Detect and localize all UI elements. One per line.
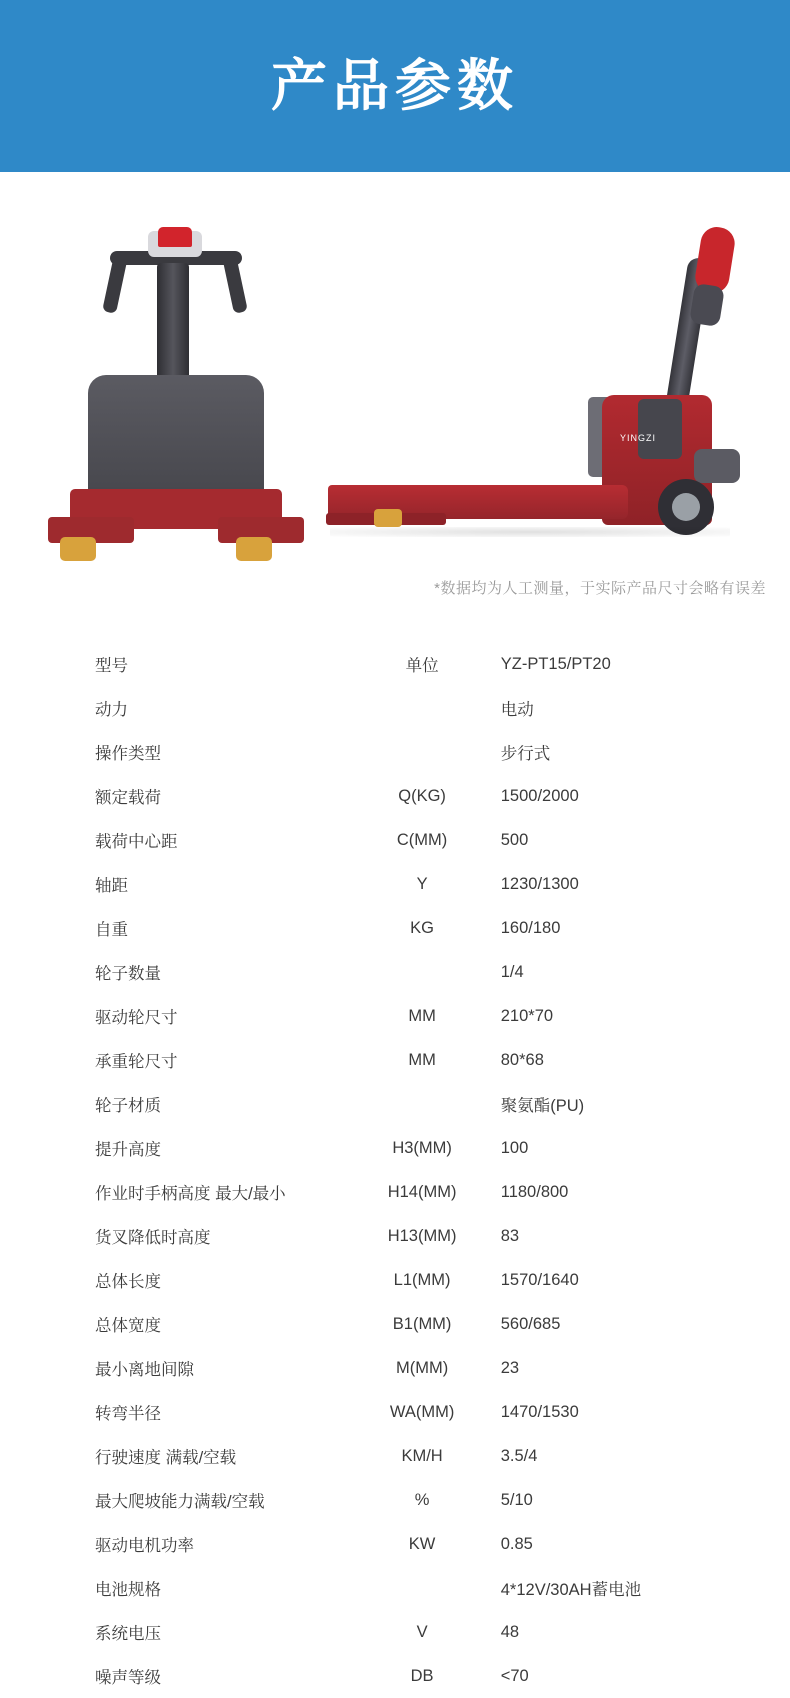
spec-value: <70 bbox=[500, 1666, 529, 1685]
spec-value: 83 bbox=[500, 1226, 520, 1245]
table-row bbox=[45, 730, 745, 774]
spec-unit bbox=[343, 1082, 500, 1126]
spec-name: 系统电压 bbox=[95, 1625, 161, 1643]
tiller-yoke-right bbox=[222, 254, 248, 314]
spec-value: 48 bbox=[500, 1622, 520, 1641]
load-wheel-left bbox=[60, 537, 96, 561]
spec-unit bbox=[343, 686, 500, 730]
spec-unit: L1(MM) bbox=[393, 1270, 451, 1289]
table-row bbox=[45, 862, 745, 906]
spec-name: 提升高度 bbox=[95, 1141, 161, 1159]
spec-name: 载荷中心距 bbox=[95, 833, 178, 851]
spec-value: 100 bbox=[500, 1138, 529, 1157]
measurement-disclaimer: *数据均为人工测量，于实际产品尺寸会略有误差 bbox=[434, 580, 766, 597]
table-row bbox=[45, 1346, 745, 1390]
table-row bbox=[45, 1258, 745, 1302]
spec-name: 额定载荷 bbox=[95, 789, 161, 807]
spec-name: 噪声等级 bbox=[95, 1669, 161, 1687]
table-row bbox=[45, 1390, 745, 1434]
product-side-view-image bbox=[320, 227, 760, 597]
spec-unit: 单位 bbox=[405, 657, 439, 675]
table-row bbox=[45, 1082, 745, 1126]
spec-name: 轮子材质 bbox=[95, 1097, 161, 1115]
spec-name: 总体长度 bbox=[95, 1273, 161, 1291]
spec-unit: % bbox=[414, 1490, 430, 1509]
table-row bbox=[45, 1302, 745, 1346]
chassis-side-panel bbox=[638, 399, 682, 459]
spec-unit: H3(MM) bbox=[392, 1138, 452, 1157]
spec-name: 转弯半径 bbox=[95, 1405, 161, 1423]
spec-value: 500 bbox=[500, 830, 529, 849]
spec-unit: KG bbox=[410, 918, 435, 937]
spec-value: 80*68 bbox=[500, 1050, 544, 1069]
table-row bbox=[45, 1566, 745, 1610]
spec-value: 1570/1640 bbox=[500, 1270, 579, 1289]
table-row bbox=[45, 642, 745, 686]
spec-unit: MM bbox=[408, 1050, 436, 1069]
spec-unit: V bbox=[416, 1622, 428, 1641]
brand-logo: YINGZI bbox=[620, 433, 657, 443]
table-row bbox=[45, 774, 745, 818]
table-row bbox=[45, 1434, 745, 1478]
spec-name: 型号 bbox=[95, 657, 128, 675]
spec-name: 总体宽度 bbox=[95, 1317, 161, 1335]
spec-name: 动力 bbox=[95, 701, 128, 719]
spec-name: 电池规格 bbox=[95, 1581, 161, 1599]
chassis-body bbox=[88, 375, 264, 497]
spec-name: 行驶速度 满载/空载 bbox=[95, 1449, 237, 1467]
spec-unit: Q(KG) bbox=[398, 786, 446, 805]
table-row bbox=[45, 950, 745, 994]
spec-value: 电动 bbox=[500, 701, 534, 719]
spec-unit bbox=[343, 950, 500, 994]
tiller-grip bbox=[689, 283, 725, 327]
spec-value: 4*12V/30AH蓄电池 bbox=[500, 1581, 642, 1599]
spec-value: 1/4 bbox=[500, 962, 524, 981]
spec-value: 1180/800 bbox=[500, 1182, 569, 1201]
spec-unit: B1(MM) bbox=[392, 1314, 452, 1333]
spec-value: 1500/2000 bbox=[500, 786, 579, 805]
specification-table-body bbox=[45, 642, 745, 1698]
spec-name: 自重 bbox=[95, 921, 128, 939]
spec-unit: DB bbox=[410, 1666, 434, 1685]
spec-value: 23 bbox=[500, 1358, 520, 1377]
table-row bbox=[45, 1038, 745, 1082]
product-front-view-image bbox=[40, 227, 310, 597]
spec-unit: Y bbox=[416, 874, 428, 893]
spec-value: 1230/1300 bbox=[500, 874, 579, 893]
spec-unit: WA(MM) bbox=[389, 1402, 455, 1421]
table-row bbox=[45, 1610, 745, 1654]
spec-unit: C(MM) bbox=[396, 830, 448, 849]
table-row bbox=[45, 1126, 745, 1170]
spec-unit: H14(MM) bbox=[387, 1182, 457, 1201]
table-row bbox=[45, 994, 745, 1038]
drive-wheel-hub bbox=[672, 493, 700, 521]
spec-name: 作业时手柄高度 最大/最小 bbox=[95, 1185, 286, 1203]
spec-value: 1470/1530 bbox=[500, 1402, 579, 1421]
spec-unit: M(MM) bbox=[395, 1358, 449, 1377]
table-row bbox=[45, 906, 745, 950]
spec-unit: H13(MM) bbox=[387, 1226, 457, 1245]
spec-name: 轮子数量 bbox=[95, 965, 161, 983]
table-row bbox=[45, 1654, 745, 1698]
spec-name: 承重轮尺寸 bbox=[95, 1053, 178, 1071]
spec-name: 驱动轮尺寸 bbox=[95, 1009, 178, 1027]
spec-value: 210*70 bbox=[500, 1006, 554, 1025]
table-row bbox=[45, 1478, 745, 1522]
spec-value: 3.5/4 bbox=[500, 1446, 538, 1465]
spec-name: 最小离地间隙 bbox=[95, 1361, 194, 1379]
table-row bbox=[45, 1170, 745, 1214]
spec-name: 驱动电机功率 bbox=[95, 1537, 194, 1555]
table-row bbox=[45, 1522, 745, 1566]
spec-unit bbox=[343, 1566, 500, 1610]
spec-value: 步行式 bbox=[500, 745, 551, 763]
product-shadow bbox=[330, 527, 730, 537]
spec-value: 560/685 bbox=[500, 1314, 561, 1333]
page-banner bbox=[0, 0, 790, 172]
spec-name: 轴距 bbox=[95, 877, 128, 895]
spec-value: 0.85 bbox=[500, 1534, 533, 1553]
page-title: 产品参数 bbox=[271, 54, 519, 117]
specification-table bbox=[45, 642, 745, 1698]
tiller-handle-red-cap bbox=[158, 227, 192, 247]
spec-name: 操作类型 bbox=[95, 745, 161, 763]
spec-name: 货叉降低时高度 bbox=[95, 1229, 211, 1247]
spec-name: 最大爬坡能力满载/空载 bbox=[95, 1493, 265, 1511]
spec-value: YZ-PT15/PT20 bbox=[500, 654, 611, 673]
spec-value: 160/180 bbox=[500, 918, 561, 937]
table-row bbox=[45, 818, 745, 862]
load-wheel-right bbox=[236, 537, 272, 561]
spec-unit: KW bbox=[408, 1534, 436, 1553]
table-row bbox=[45, 1214, 745, 1258]
tiller-yoke-left bbox=[102, 254, 128, 314]
table-row bbox=[45, 686, 745, 730]
spec-unit bbox=[343, 730, 500, 774]
load-wheel-side bbox=[374, 509, 402, 527]
spec-unit: KM/H bbox=[401, 1446, 443, 1465]
tiller-column bbox=[157, 263, 189, 383]
product-image-area bbox=[0, 172, 790, 642]
spec-value: 聚氨酯(PU) bbox=[500, 1097, 585, 1115]
spec-value: 5/10 bbox=[500, 1490, 533, 1509]
castor-wheel-housing bbox=[694, 449, 740, 483]
spec-unit: MM bbox=[408, 1006, 436, 1025]
